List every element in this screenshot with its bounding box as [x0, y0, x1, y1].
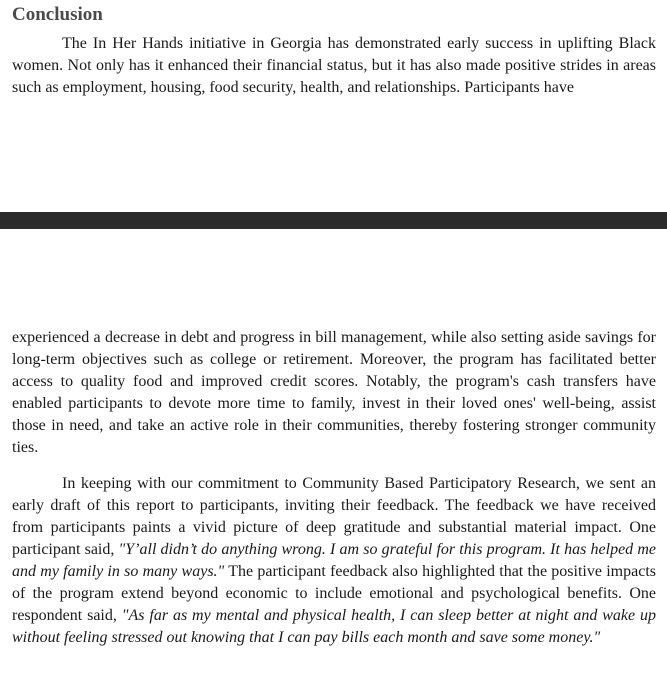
participant-quote-1: "Y’all didn’t do anything wrong. I am so grateful for this program. It has helped me and my family in so many ways.": [12, 541, 657, 580]
conclusion-paragraph-part2: experienced a decrease in debt and progress in bill management, while also setting aside savings for long-term objectives such as college or retirement. Moreover, the program has facilitated better access to quality food and improved credit scores. Notably, the program's cash transfers have enabled participants to devote more time to family, invest in their loved ones' well-being, assist those in need, and take an active role in their communities, thereby fostering stronger community ties.: [12, 329, 656, 456]
participant-quote-2: "As far as my mental and physical health, I can sleep better at night and wake up without feeling stressed out knowing that I can pay bills each month and save some money.": [12, 607, 656, 646]
conclusion-paragraph-part1: The In Her Hands initiative in Georgia has demonstrated early success in uplifting Black women. Not only has it enhanced their financial status, but it has also made positive strides in areas such as employment, housing, food security, health, and relationships. Participants have: [12, 35, 656, 96]
feedback-text-1: In keeping with our commitment to Community Based Participatory Research, we sent an early draft of this report to participants, inviting their feedback. The feedback we have received from participants paints a vivid picture of deep gratitude and substantial material impact. One participant said,: [12, 475, 656, 558]
page-top-section: [0, 0, 667, 212]
page-bottom-section: [0, 229, 667, 674]
section-heading: Conclusion: [12, 4, 103, 25]
page-break-divider: [0, 212, 667, 229]
feedback-paragraph: [12, 473, 656, 649]
feedback-text-2: The participant feedback also highlighted that the positive impacts of the program extend beyond economic to include emotional and psychological benefits. One respondent said,: [12, 563, 657, 624]
